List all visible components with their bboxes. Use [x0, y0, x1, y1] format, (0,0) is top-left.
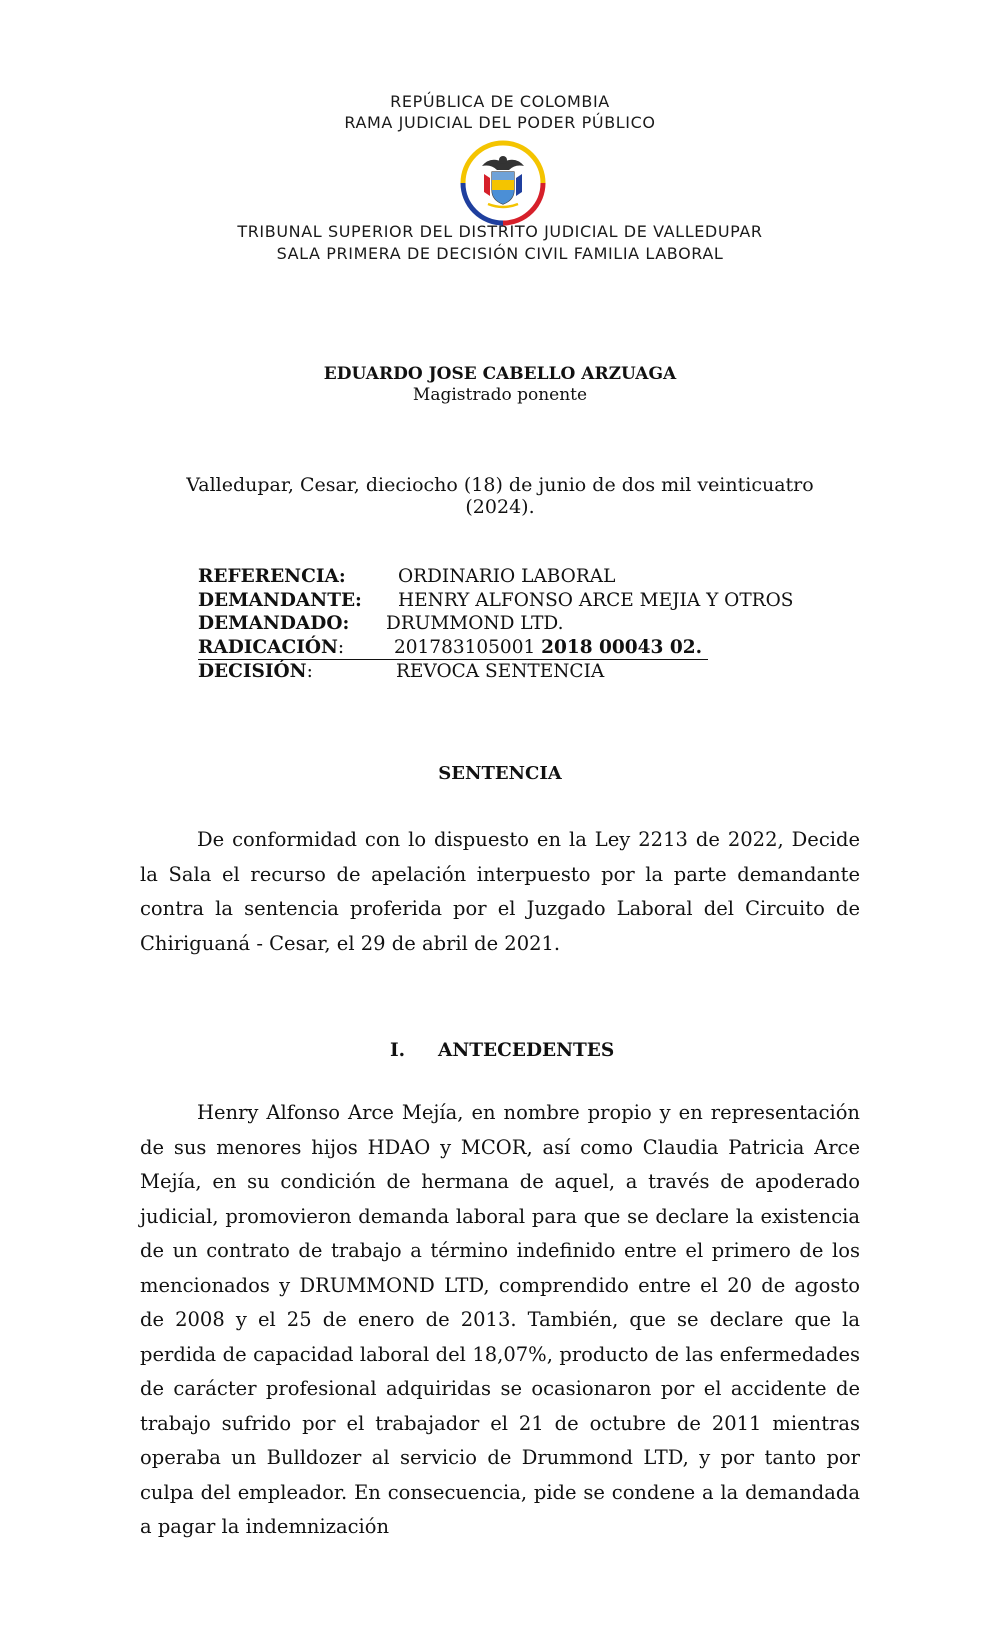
section-title: ANTECEDENTES — [438, 1040, 615, 1061]
plaintiff-row — [198, 589, 818, 613]
defendant-label: DEMANDADO: — [198, 613, 350, 634]
filing-number-prefix: 201783105001 — [394, 636, 542, 658]
header-chamber: SALA PRIMERA DE DECISIÓN CIVIL FAMILIA LABORAL — [276, 244, 724, 263]
date-line: Valledupar, Cesar, dieciocho (18) de junio de dos mil veinticuatro (2024). — [186, 474, 814, 518]
magistrate-name: EDUARDO JOSE CABELLO ARZUAGA — [323, 364, 677, 384]
colombia-coat-of-arms-seal-icon — [460, 140, 546, 226]
plaintiff-label: DEMANDANTE: — [198, 589, 362, 611]
magistrate-role: Magistrado ponente — [412, 385, 588, 405]
defendant-value: DRUMMOND LTD. — [386, 613, 564, 634]
filing-label-suffix: : — [337, 636, 345, 658]
decision-label-text: DECISIÓN — [198, 661, 307, 682]
intro-paragraph: De conformidad con lo dispuesto en la Ley 2213 de 2022, Decide la Sala el recurso de apelación interpuesto por la parte demandante contra la sentencia proferida por el Juzgado Laboral del Circuito de Chiriguaná - Cesar, el 29 de abril de 2021. — [140, 828, 860, 955]
filing-number-bold: 2018 00043 02. — [541, 636, 703, 658]
reference-value: ORDINARIO LABORAL — [398, 566, 616, 587]
filing-label-text: RADICACIÓN — [198, 636, 338, 658]
plaintiff-value: HENRY ALFONSO ARCE MEJIA Y OTROS — [398, 589, 794, 611]
section-number: I. — [390, 1040, 406, 1061]
header-tribunal: TRIBUNAL SUPERIOR DEL DISTRITO JUDICIAL DE VALLEDUPAR — [237, 222, 763, 241]
decision-value: REVOCA SENTENCIA — [396, 661, 605, 682]
header-country: REPÚBLICA DE COLOMBIA — [390, 92, 610, 111]
decision-label-suffix: : — [306, 661, 313, 682]
header-branch: RAMA JUDICIAL DEL PODER PÚBLICO — [344, 113, 656, 132]
decision-row — [198, 660, 818, 684]
filing-number-value — [394, 636, 702, 660]
filing-number-row — [198, 636, 708, 661]
decision-label — [198, 660, 313, 684]
reference-row — [198, 565, 818, 589]
reference-label: REFERENCIA: — [198, 566, 346, 587]
filing-number-label — [198, 636, 344, 660]
defendant-row — [198, 612, 818, 636]
section-heading — [390, 1040, 614, 1061]
sentence-title: SENTENCIA — [438, 763, 562, 784]
antecedentes-paragraph: Henry Alfonso Arce Mejía, en nombre propio y en representación de sus menores hijos HDAO y MCOR, así como Claudia Patricia Arce Mejía, en su condición de hermana de aquel, a través de apoderado judicial, promovieron demanda laboral para que se declare la existencia de un contrato de trabajo a término indefinido entre el primero de los mencionados y DRUMMOND LTD, comprendido entre el 20 de agosto de 2008 y el 25 de enero de 2013. También, que se declare que la perdida de capacidad laboral del 18,07%, producto de las enfermedades de carácter profesional adquiridas se ocasionaron por el accidente de trabajo sufrido por el trabajador el 21 de octubre de 2011 mientras operaba un Bulldozer al servicio de Drummond LTD, y por tanto por culpa del empleador. En consecuencia, pide se condene a la demandada a pagar la indemnización — [140, 1101, 860, 1538]
reference-table — [198, 565, 818, 684]
